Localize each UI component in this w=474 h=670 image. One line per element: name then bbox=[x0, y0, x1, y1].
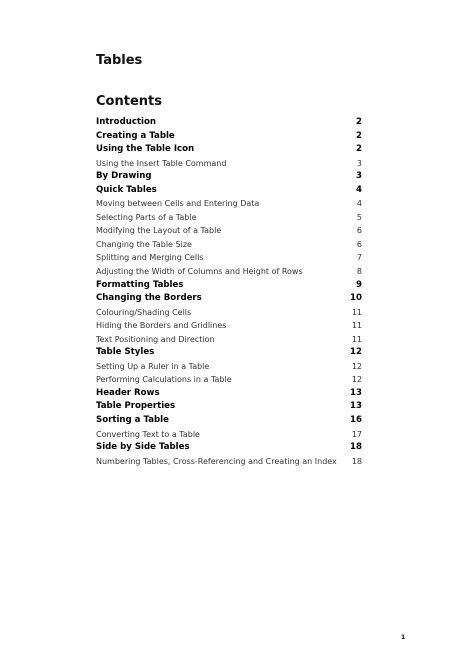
toc-entry[interactable] bbox=[96, 428, 362, 442]
toc-entry-page-number: 18 bbox=[350, 442, 362, 453]
toc-entry[interactable] bbox=[96, 279, 362, 293]
toc-entry-page-number: 18 bbox=[351, 456, 362, 466]
toc-entry-page-number: 2 bbox=[356, 130, 362, 141]
toc-entry[interactable] bbox=[96, 197, 362, 211]
toc-entry[interactable] bbox=[96, 238, 362, 252]
toc-entry-page-number: 13 bbox=[350, 387, 362, 398]
toc-entry[interactable] bbox=[96, 346, 362, 360]
toc-entry-title: Sorting a Table bbox=[96, 415, 169, 426]
toc-entry[interactable] bbox=[96, 333, 362, 347]
toc-entry-page-number: 3 bbox=[356, 158, 362, 168]
toc-entry-page-number: 6 bbox=[356, 239, 362, 249]
toc-entry-title: Changing the Table Size bbox=[96, 239, 192, 249]
contents-heading: Contents bbox=[96, 94, 162, 109]
toc-entry[interactable] bbox=[96, 414, 362, 428]
toc-entry[interactable] bbox=[96, 360, 362, 374]
toc-entry[interactable] bbox=[96, 373, 362, 387]
toc-entry-title: By Drawing bbox=[96, 171, 152, 182]
toc-entry-title: Table Properties bbox=[96, 401, 176, 412]
toc-entry[interactable] bbox=[96, 441, 362, 455]
toc-entry[interactable] bbox=[96, 455, 362, 469]
toc-entry-page-number: 6 bbox=[356, 226, 362, 236]
toc-entry-title: Modifying the Layout of a Table bbox=[96, 226, 222, 236]
toc-entry[interactable] bbox=[96, 251, 362, 265]
toc-entry-page-number: 13 bbox=[350, 401, 362, 412]
toc-entry-title: Side by Side Tables bbox=[96, 442, 190, 453]
page-number: 1 bbox=[401, 634, 406, 641]
toc-entry[interactable] bbox=[96, 265, 362, 279]
toc-entry-page-number: 11 bbox=[351, 321, 362, 331]
toc-entry-title: Text Positioning and Direction bbox=[96, 334, 215, 344]
toc-entry-page-number: 4 bbox=[356, 199, 362, 209]
toc-entry-page-number: 17 bbox=[351, 429, 362, 439]
toc-entry-title: Header Rows bbox=[96, 387, 160, 398]
toc-entry-page-number: 12 bbox=[351, 375, 362, 385]
toc-entry[interactable] bbox=[96, 170, 362, 184]
toc-entry-title: Adjusting the Width of Columns and Height of Rows bbox=[96, 267, 303, 277]
toc-entry-title: Changing the Borders bbox=[96, 293, 202, 304]
toc-entry-page-number: 5 bbox=[356, 212, 362, 222]
toc-entry-title: Hiding the Borders and Gridlines bbox=[96, 321, 227, 331]
toc-entry-title: Creating a Table bbox=[96, 130, 175, 141]
toc-entry-page-number: 2 bbox=[356, 144, 362, 155]
toc-entry-page-number: 3 bbox=[356, 171, 362, 182]
toc-entry[interactable] bbox=[96, 319, 362, 333]
toc-entry-title: Moving between Cells and Entering Data bbox=[96, 199, 260, 209]
toc-entry-title: Splitting and Merging Cells bbox=[96, 253, 204, 263]
toc-entry[interactable] bbox=[96, 157, 362, 171]
toc-entry[interactable] bbox=[96, 400, 362, 414]
toc-entry-title: Colouring/Shading Cells bbox=[96, 307, 192, 317]
toc-entry-page-number: 8 bbox=[356, 267, 362, 277]
toc-entry-page-number: 7 bbox=[356, 253, 362, 263]
toc-entry-page-number: 11 bbox=[351, 307, 362, 317]
toc-entry-title: Formatting Tables bbox=[96, 279, 184, 290]
toc-entry-title: Selecting Parts of a Table bbox=[96, 212, 197, 222]
toc-entry[interactable] bbox=[96, 292, 362, 306]
toc-entry-page-number: 12 bbox=[350, 347, 362, 358]
toc-entry[interactable] bbox=[96, 116, 362, 130]
toc-entry-title: Quick Tables bbox=[96, 184, 157, 195]
toc-entry[interactable] bbox=[96, 387, 362, 401]
toc-entry-title: Introduction bbox=[96, 117, 157, 127]
toc-entry-page-number: 11 bbox=[351, 334, 362, 344]
toc-entry-title: Table Styles bbox=[96, 347, 155, 358]
toc-entry-page-number: 10 bbox=[350, 293, 362, 304]
toc-entry[interactable] bbox=[96, 130, 362, 144]
toc-entry[interactable] bbox=[96, 306, 362, 320]
toc-entry[interactable] bbox=[96, 224, 362, 238]
toc-entry-page-number: 4 bbox=[356, 184, 362, 195]
toc-entry-title: Numbering Tables, Cross-Referencing and Creating an Index bbox=[96, 456, 337, 466]
toc-entry-title: Performing Calculations in a Table bbox=[96, 375, 232, 385]
toc-entry-page-number: 9 bbox=[356, 279, 362, 290]
table-of-contents bbox=[96, 116, 362, 468]
toc-entry-page-number: 2 bbox=[356, 117, 362, 127]
page-title: Tables bbox=[96, 53, 143, 68]
toc-entry[interactable] bbox=[96, 211, 362, 225]
toc-entry[interactable] bbox=[96, 184, 362, 198]
toc-entry-title: Setting Up a Ruler in a Table bbox=[96, 361, 210, 371]
toc-entry-title: Using the Insert Table Command bbox=[96, 158, 227, 168]
toc-entry-title: Using the Table Icon bbox=[96, 144, 195, 155]
toc-entry[interactable] bbox=[96, 143, 362, 157]
toc-entry-page-number: 12 bbox=[351, 361, 362, 371]
toc-entry-title: Converting Text to a Table bbox=[96, 429, 200, 439]
toc-entry-page-number: 16 bbox=[350, 415, 362, 426]
